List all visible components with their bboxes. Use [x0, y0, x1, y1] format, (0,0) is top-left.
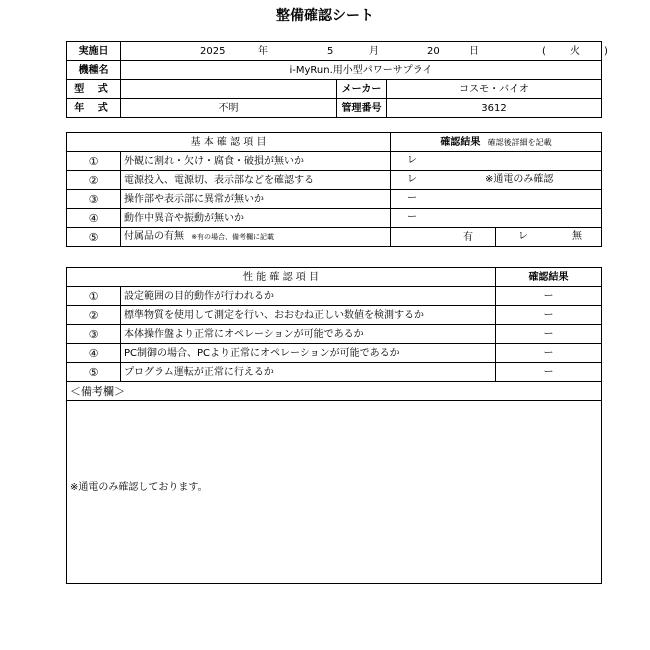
basic-result-title: 確認結果	[440, 136, 481, 148]
performance-check-table	[66, 267, 602, 584]
date-month-unit: 月	[369, 45, 379, 57]
performance-header: 性 能 確 認 項 目	[67, 268, 496, 287]
basic-result	[391, 171, 602, 190]
basic-text: 操作部や表示部に異常が無いか	[121, 190, 391, 209]
performance-result: ー	[496, 344, 602, 363]
basic-result-mark: ー	[407, 193, 417, 204]
accessory-no: 無	[572, 231, 582, 242]
performance-text: PC制御の場合、PCより正常にオペレーションが可能であるか	[121, 344, 496, 363]
basic-text: 電源投入、電源切、表示部などを確認する	[121, 171, 391, 190]
remarks-text: ※通電のみ確認しております。	[70, 482, 208, 493]
basic-result	[391, 190, 602, 209]
remarks-label: ＜備考欄＞	[67, 382, 602, 401]
mgmt-label: 管理番号	[337, 99, 387, 118]
weekday: 火	[570, 45, 580, 57]
basic-result	[391, 152, 602, 171]
basic-result-mark: レ	[407, 155, 417, 166]
basic-no: ①	[67, 152, 121, 171]
basic-text: 動作中異音や振動が無いか	[121, 209, 391, 228]
date-day-unit: 日	[469, 45, 479, 57]
basic-result-note-text: ※通電のみ確認	[485, 174, 554, 185]
performance-result: ー	[496, 287, 602, 306]
basic-check-table	[66, 132, 602, 247]
accessory-check-mark: レ	[518, 231, 528, 242]
remarks-body	[67, 401, 602, 584]
basic-no: ②	[67, 171, 121, 190]
model-value: i-MyRun.用小型パワーサプライ	[121, 61, 602, 80]
date-label: 実施日	[67, 42, 121, 61]
basic-no: ④	[67, 209, 121, 228]
performance-result: ー	[496, 363, 602, 382]
performance-result: ー	[496, 306, 602, 325]
performance-no: ①	[67, 287, 121, 306]
basic-result-mark: ー	[407, 212, 417, 223]
basic-result-mark: レ	[407, 174, 417, 185]
accessory-note: ※有の場合、備考欄に記載	[191, 233, 275, 241]
basic-no: ⑤	[67, 228, 121, 247]
performance-text: プログラム運転が正常に行えるか	[121, 363, 496, 382]
page-title: 整備確認シート	[276, 8, 374, 24]
performance-result: ー	[496, 325, 602, 344]
year-value: 不明	[121, 99, 337, 118]
type-value	[121, 80, 337, 99]
accessory-yes: 有	[391, 228, 496, 247]
maker-value: コスモ・バイオ	[387, 80, 602, 99]
performance-text: 標準物質を使用して測定を行い、おおむね正しい数値を検測するか	[121, 306, 496, 325]
year-label: 年 式	[67, 99, 121, 118]
date-day: 20	[427, 45, 440, 57]
basic-text: 外観に割れ・欠け・腐食・破損が無いか	[121, 152, 391, 171]
performance-no: ③	[67, 325, 121, 344]
info-table	[66, 41, 608, 118]
performance-text: 本体操作盤より正常にオペレーションが可能であるか	[121, 325, 496, 344]
basic-no: ③	[67, 190, 121, 209]
basic-text	[121, 228, 391, 247]
date-value	[121, 42, 608, 61]
performance-no: ⑤	[67, 363, 121, 382]
basic-header: 基 本 確 認 項 目	[67, 133, 391, 152]
performance-no: ④	[67, 344, 121, 363]
date-year: 2025	[200, 45, 226, 57]
basic-result-header	[391, 133, 602, 152]
basic-result	[391, 209, 602, 228]
weekday-close: )	[604, 45, 608, 57]
performance-result-header: 確認結果	[496, 268, 602, 287]
weekday-open: (	[542, 45, 546, 57]
basic-result-note: 確認後詳細を記載	[487, 137, 552, 147]
performance-no: ②	[67, 306, 121, 325]
model-label: 機種名	[67, 61, 121, 80]
mgmt-value: 3612	[387, 99, 602, 118]
date-year-unit: 年	[258, 45, 268, 57]
type-label: 型 式	[67, 80, 121, 99]
date-month: 5	[327, 45, 334, 57]
accessory-text: 付属品の有無	[124, 231, 184, 242]
performance-text: 設定範囲の目的動作が行われるか	[121, 287, 496, 306]
maker-label: メーカー	[337, 80, 387, 99]
accessory-check	[496, 228, 602, 247]
